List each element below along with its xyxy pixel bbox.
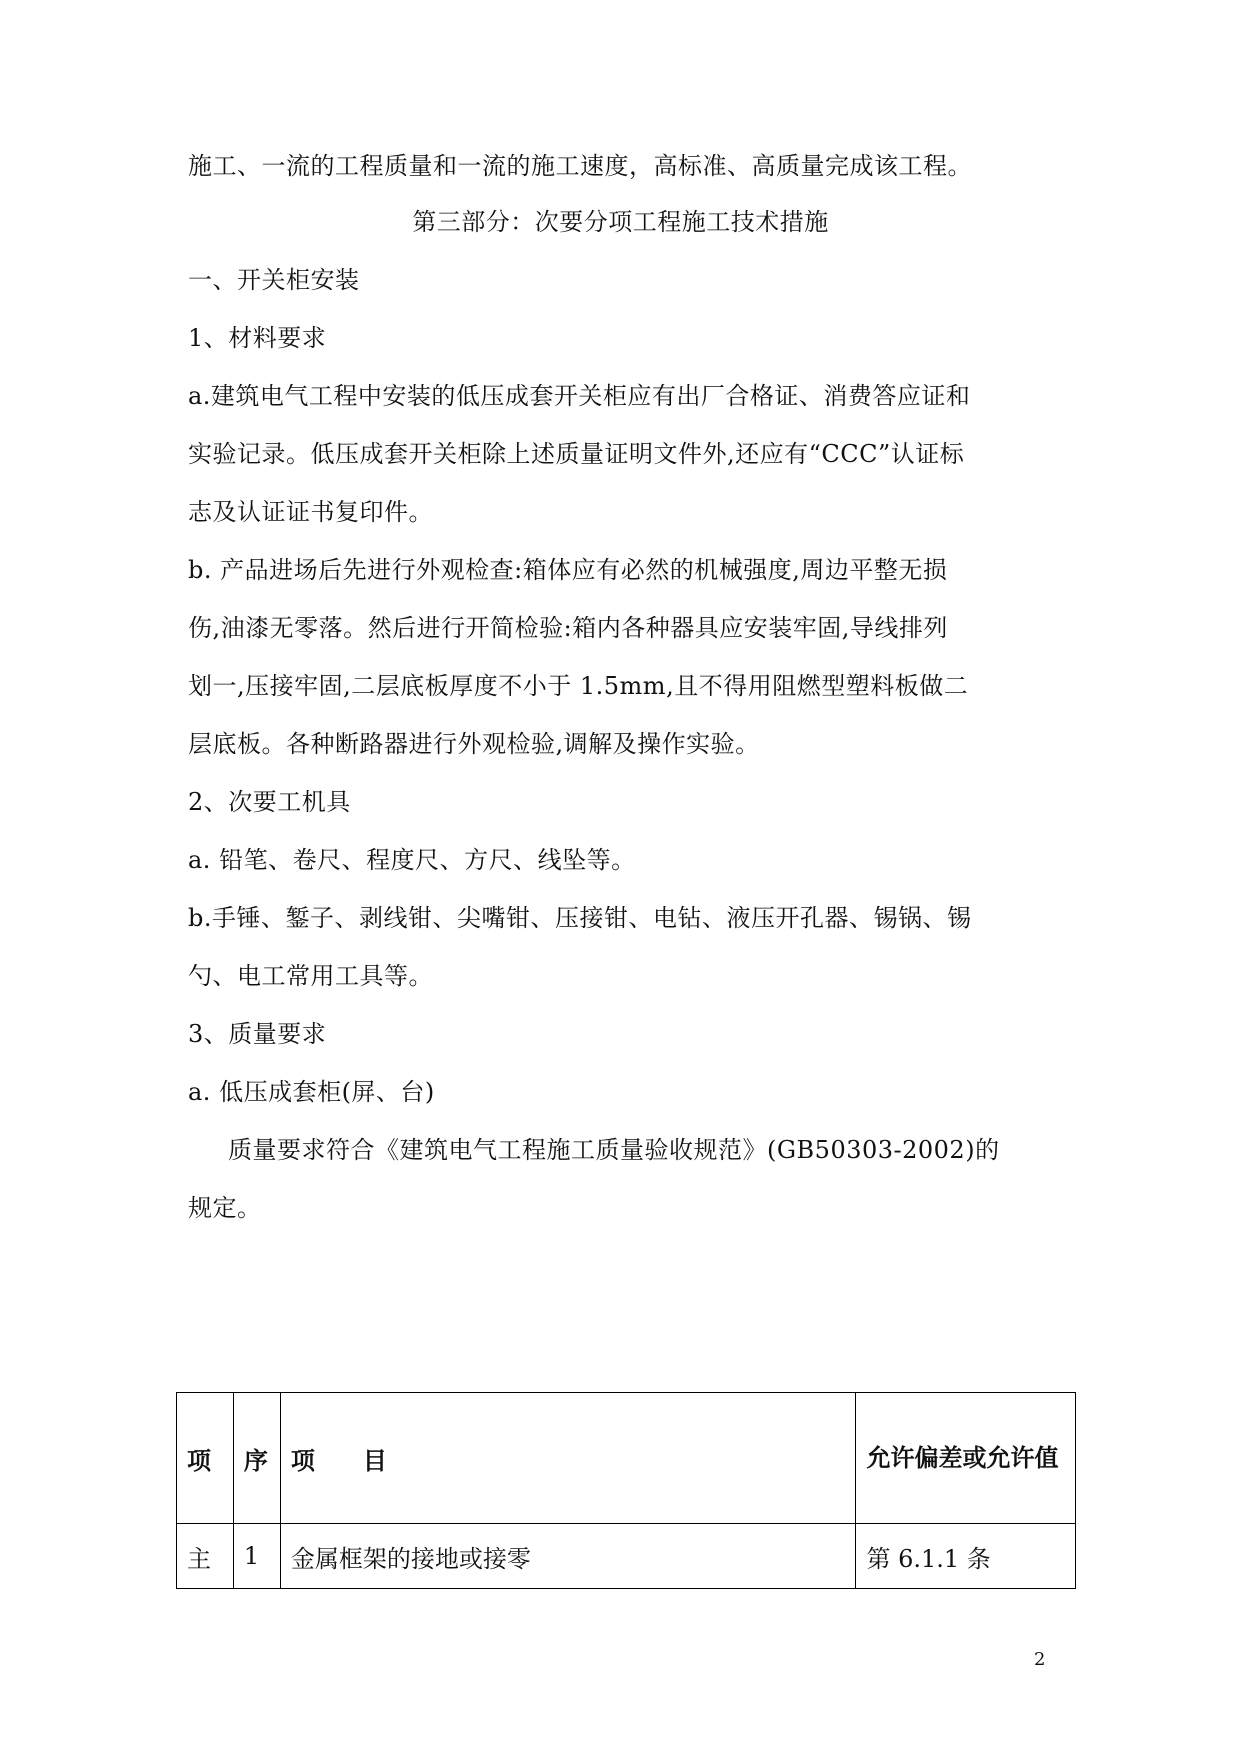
table-cell: 1 — [233, 1524, 280, 1589]
paragraph-line: a. 低压成套柜(屏、台) — [188, 1078, 435, 1106]
paragraph-line: 志及认证证书复印件。 — [188, 498, 433, 526]
section-title: 第三部分：次要分项工程施工技术措施 — [412, 208, 829, 236]
subheading-main-tools: 2、次要工机具 — [188, 788, 351, 816]
paragraph-line: 质量要求符合《建筑电气工程施工质量验收规范》(GB50303-2002)的 — [228, 1136, 1000, 1164]
paragraph-line: b.手锤、錾子、剥线钳、尖嘴钳、压接钳、电钻、液压开孔器、锡锅、锡 — [188, 904, 972, 932]
table-row — [177, 1524, 1076, 1589]
table-cell: 主 — [177, 1524, 234, 1589]
header-cell-sequence: 序 — [233, 1393, 280, 1524]
table-header-row — [177, 1393, 1076, 1524]
header-cell-item: 项 目 — [280, 1393, 856, 1524]
heading-switchgear-installation: 一、开关柜安装 — [188, 266, 360, 294]
subheading-material-requirements: 1、材料要求 — [188, 324, 327, 352]
quality-spec-table — [176, 1392, 1076, 1589]
paragraph-line: a.建筑电气工程中安装的低压成套开关柜应有出厂合格证、消费答应证和 — [188, 382, 971, 410]
paragraph-line: 实验记录。低压成套开关柜除上述质量证明文件外,还应有“CCC”认证标 — [188, 440, 965, 468]
paragraph-line: 规定。 — [188, 1194, 262, 1222]
table-cell: 金属框架的接地或接零 — [280, 1524, 856, 1589]
header-cell-category: 项 — [177, 1393, 234, 1524]
header-cell-tolerance: 允许偏差或允许值 — [856, 1393, 1076, 1524]
table-cell: 第 6.1.1 条 — [856, 1524, 1076, 1589]
page-number: 2 — [1034, 1649, 1046, 1670]
paragraph-line: a. 铅笔、卷尺、程度尺、方尺、线坠等。 — [188, 846, 636, 874]
paragraph-line: b. 产品进场后先进行外观检查:箱体应有必然的机械强度,周边平整无损 — [188, 556, 948, 584]
paragraph-line: 施工、一流的工程质量和一流的施工速度，高标准、高质量完成该工程。 — [188, 152, 972, 180]
paragraph-line: 划一,压接牢固,二层底板厚度不小于 1.5mm,且不得用阻燃型塑料板做二 — [188, 672, 969, 700]
subheading-quality-requirements: 3、质量要求 — [188, 1020, 327, 1048]
paragraph-line: 勺、电工常用工具等。 — [188, 962, 433, 990]
paragraph-line: 伤,油漆无零落。然后进行开简检验:箱内各种器具应安装牢固,导线排列 — [188, 614, 948, 642]
paragraph-line: 层底板。各种断路器进行外观检验,调解及操作实验。 — [188, 730, 760, 758]
